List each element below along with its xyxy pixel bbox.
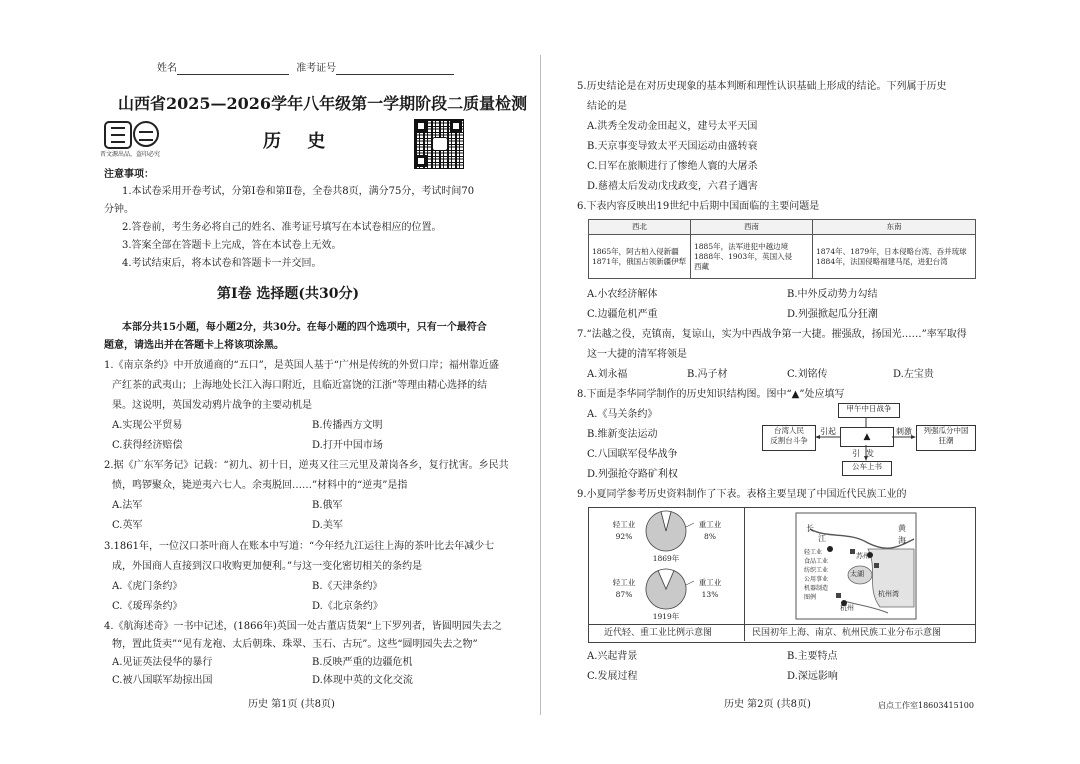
note-3: 3.答案全部在答题卡上完成，答在本试卷上无效。 — [122, 240, 342, 251]
q8-box-center: ▲ — [840, 427, 894, 447]
section-title: 第Ⅰ卷 选择题(共30分) — [217, 286, 360, 302]
q6-header-southwest: 西南 — [691, 220, 813, 235]
q4-option-c: C.被八国联军劫掠出国 — [112, 675, 213, 686]
section-intro-2: 题意，请选出并在答题卡上将该项涂黑。 — [104, 340, 284, 351]
q3-stem-2: 成，外国商人直接到汉口收购更加便利。”与这一变化密切相关的条约是 — [112, 561, 423, 572]
name-label: 姓名 — [157, 63, 177, 74]
map-legend — [804, 548, 828, 602]
q9-pie-charts — [590, 509, 742, 623]
q7-option-b: B.冯子材 — [687, 369, 728, 380]
q8-stem: 8.下面是李华同学制作的历史知识结构图。图中“▲”处应填写 — [577, 389, 845, 400]
map-label-hangzhou: 杭州 — [840, 604, 854, 612]
q1-option-b: B.传播西方文明 — [312, 420, 383, 431]
q4-option-d: D.体现中英的文化交流 — [312, 675, 413, 686]
q9-caption-right: 民国初年上海、南京、杭州民族工业分布示意图 — [752, 628, 942, 638]
q4-stem-2: 物，置此货卖”“见有龙袍、太后朝珠、珠翠、玉石、古玩”。这些“圆明园失去之物” — [112, 639, 478, 650]
q3-option-b: B.《天津条约》 — [312, 581, 383, 592]
q6-cell-sw-line-2: 1888年、1903年，英国入侵 — [694, 251, 793, 261]
q2-stem-2: 愤，鸣锣聚众，毙逆夷六七人。余夷脱回……”材料中的“逆夷”是指 — [112, 480, 408, 491]
pie-1-value-heavy: 13% — [701, 590, 719, 599]
q6-cell-sw-line-3: 西藏 — [694, 261, 709, 271]
note-2: 2.答卷前，考生务必将自己的姓名、准考证号填写在本试卷相应的位置。 — [122, 222, 442, 233]
q6-stem: 6.下表内容反映出19世纪中后期中国面临的主要问题是 — [577, 201, 820, 212]
q1-option-a: A.实现公平贸易 — [112, 420, 183, 431]
q8-box-right-line-1: 列强瓜分中国 — [923, 426, 969, 435]
note-1: 1.本试卷采用开卷考试，分第Ⅰ卷和第Ⅱ卷，全卷共8页，满分75分，考试时间70 — [122, 186, 475, 197]
legend-machinery: 机器制造 — [804, 585, 829, 592]
q8-box-top: 甲午中日战争 — [838, 403, 900, 418]
map-label-hangzhou-bay: 杭州湾 — [878, 590, 899, 598]
q4-option-a: A.见证英法侵华的暴行 — [112, 657, 213, 668]
q5-stem-1: 5.历史结论是在对历史现象的基本判断和理性认识基础上形成的结论。下列属于历史 — [577, 81, 947, 92]
q9-figure-divider — [744, 507, 745, 641]
q7-stem-2: 这一大捷的清军将领是 — [587, 349, 687, 360]
q9-caption-rule — [588, 624, 975, 625]
subject-title: 历 史 — [263, 131, 336, 152]
q5-option-b: B.天京事变导致太平天国运动由盛转衰 — [587, 141, 758, 152]
q6-header-northwest: 西北 — [589, 220, 691, 235]
footer-left: 历史 第1页 (共8页) — [248, 699, 335, 710]
q9-caption-left: 近代轻、重工业比例示意图 — [604, 628, 713, 638]
q8-option-b: B.维新变法运动 — [587, 429, 658, 440]
pie-0-value-light: 92% — [615, 532, 633, 541]
q8-box-right-line-2: 狂潮 — [938, 436, 954, 445]
q4-stem-1: 4.《航海述奇》一书中记述，(1866年)英国一处古董店货架“上下罗列者，皆圆明园失去之 — [104, 621, 502, 632]
q8-arrows — [760, 400, 980, 480]
logo-circle-icon — [133, 121, 159, 147]
q8-box-bottom: 公车上书 — [842, 461, 892, 476]
q5-stem-2: 结论的是 — [587, 101, 627, 112]
q4-option-b: B.反映严重的边疆危机 — [312, 657, 413, 668]
q1-option-d: D.打开中国市场 — [312, 440, 383, 451]
q5-option-d: D.慈禧太后发动戊戌政变，六君子遇害 — [587, 181, 758, 192]
logo-caption: 晋文源出品，盗印必究 — [100, 151, 161, 158]
pie-0-leader-line — [686, 523, 694, 527]
q6-table — [588, 219, 976, 279]
q6-cell-northwest — [589, 235, 691, 279]
q9-stem: 9.小夏同学参考历史资料制作了下表。表格主要呈现了中国近代民族工业的 — [577, 489, 907, 500]
map-label-jiang: 江 — [818, 534, 826, 543]
logo-square-icon — [104, 121, 132, 149]
q1-stem-2: 产红茶的武夷山；上海地处长江入海口附近，且临近富饶的江浙”等理由精心选择的结 — [112, 380, 488, 391]
q8-option-d: D.列强抢夺路矿利权 — [587, 469, 678, 480]
q8-arrow-left-label: 引起 — [820, 427, 836, 436]
pie-0-label-light: 轻工业 — [612, 520, 636, 529]
q8-option-c: C.八国联军侵华战争 — [587, 449, 678, 460]
q6-cell-se-line-2: 1884年，法国侵略福建马尾，进犯台湾 — [816, 256, 948, 266]
q2-stem-1: 2.据《广东军务记》记载：“初九、初十日，逆夷又往三元里及萧岗各乡，复行扰害。乡民共 — [104, 460, 509, 471]
exam-title: 山西省2025—2026学年八年级第一学期阶段二质量检测 — [118, 94, 528, 113]
q1-option-c: C.获得经济赔偿 — [112, 440, 183, 451]
q7-option-c: C.刘铭传 — [787, 369, 828, 380]
q5-option-c: C.日军在旅顺进行了惨绝人寰的大屠杀 — [587, 161, 758, 172]
q5-option-a: A.洪秀全发动金田起义，建号太平天国 — [587, 121, 758, 132]
pie-1-label-light: 轻工业 — [612, 578, 636, 587]
legend-public-utility: 公用事业 — [804, 576, 829, 583]
q6-cell-nw-line-2: 1871年，俄国占领新疆伊犁 — [592, 256, 687, 266]
map-label-hai: 海 — [898, 536, 906, 545]
q2-option-c: C.英军 — [112, 520, 143, 531]
q6-cell-southwest — [691, 235, 813, 279]
q9-option-b: B.主要特点 — [787, 651, 838, 662]
q3-stem-1: 3.1861年，一位汉口茶叶商人在账本中写道：“今年经九江运往上海的茶叶比去年减少七 — [104, 541, 495, 552]
pie-1-value-light: 87% — [615, 590, 633, 599]
q7-option-d: D.左宝贵 — [893, 369, 934, 380]
section-intro-1: 本部分共15小题，每小题2分，共30分。在每小题的四个选项中，只有一个最符合 — [122, 322, 487, 333]
name-field-row — [157, 62, 454, 75]
legend-title: 图例 — [804, 594, 817, 601]
q8-option-a: A.《马关条约》 — [587, 409, 658, 420]
q3-option-d: D.《北京条约》 — [312, 601, 383, 612]
q3-option-a: A.《虎门条约》 — [112, 581, 183, 592]
q6-header-southeast: 东南 — [813, 220, 976, 235]
exam-no-blank — [336, 64, 454, 75]
q3-option-c: C.《瑷珲条约》 — [112, 601, 183, 612]
q2-option-d: D.美军 — [312, 520, 343, 531]
q1-stem-1: 1.《南京条约》中开放通商的“五口”，是英国人基于“广州是传统的外贸口岸；福州靠近盛 — [104, 360, 499, 371]
q7-option-a: A.刘永福 — [587, 369, 628, 380]
q2-option-a: A.法军 — [112, 500, 143, 511]
q9-map — [748, 509, 972, 623]
pie-1-title: 1919年 — [652, 612, 680, 621]
map-label-taihu: 太湖 — [850, 570, 864, 578]
legend-food-industry: 食品工业 — [804, 558, 829, 565]
q6-cell-nw-line-1: 1865年，阿古柏入侵新疆 — [592, 246, 679, 256]
q8-arrow-bottom-label: 引发 — [852, 449, 880, 458]
pie-0-value-heavy: 8% — [704, 532, 716, 541]
page-divider — [540, 55, 541, 715]
q1-stem-3: 果。这说明，英国发动鸦片战争的主要动机是 — [112, 400, 312, 411]
footer-right: 历史 第2页 (共8页) — [724, 699, 811, 710]
notes-title: 注意事项： — [104, 169, 154, 180]
map-label-huang: 黄 — [898, 524, 906, 533]
map-label-chang: 长 — [806, 524, 814, 533]
exam-no-label: 准考证号 — [296, 63, 337, 74]
q2-option-b: B.俄军 — [312, 500, 343, 511]
q9-option-c: C.发展过程 — [587, 671, 638, 682]
footer-studio: 启点工作室18603415100 — [878, 701, 974, 710]
q8-box-left-line-1: 台湾人民 — [774, 426, 804, 435]
note-4: 4.考试结束后，将本试卷和答题卡一并交回。 — [122, 258, 322, 269]
map-label-suzhou: 苏州 — [856, 552, 870, 560]
q6-cell-sw-line-1: 1885年，法军进犯中越边境 — [694, 241, 789, 251]
note-1-cont: 分钟。 — [104, 204, 134, 215]
q6-cell-southeast — [813, 235, 976, 279]
pie-0-title: 1869年 — [652, 554, 680, 563]
legend-light-industry: 轻工业 — [804, 549, 823, 556]
pie-1-leader-line — [686, 581, 694, 585]
pie-0-label-heavy: 重工业 — [698, 520, 722, 529]
q9-option-a: A.兴起背景 — [587, 651, 638, 662]
q7-stem-1: 7.“法越之役，克镇南，复谅山，实为中西战争第一大捷。摧强敌，扬国光……”率军取得 — [577, 329, 967, 340]
q6-option-c: C.边疆危机严重 — [587, 309, 658, 320]
q6-option-b: B.中外反动势力勾结 — [787, 289, 878, 300]
name-blank — [177, 64, 289, 75]
q9-option-d: D.深远影响 — [787, 671, 838, 682]
pie-1-label-heavy: 重工业 — [698, 578, 722, 587]
q6-option-a: A.小农经济解体 — [587, 289, 658, 300]
legend-textile-industry: 纺织工业 — [804, 567, 829, 574]
q6-cell-se-line-1: 1874年、1879年，日本侵略台湾、吞并琉球 — [816, 246, 967, 256]
q8-arrow-right-label: 刺激 — [896, 427, 912, 436]
q6-option-d: D.列强掀起瓜分狂潮 — [787, 309, 878, 320]
q8-box-left-line-2: 反割台斗争 — [770, 436, 808, 445]
